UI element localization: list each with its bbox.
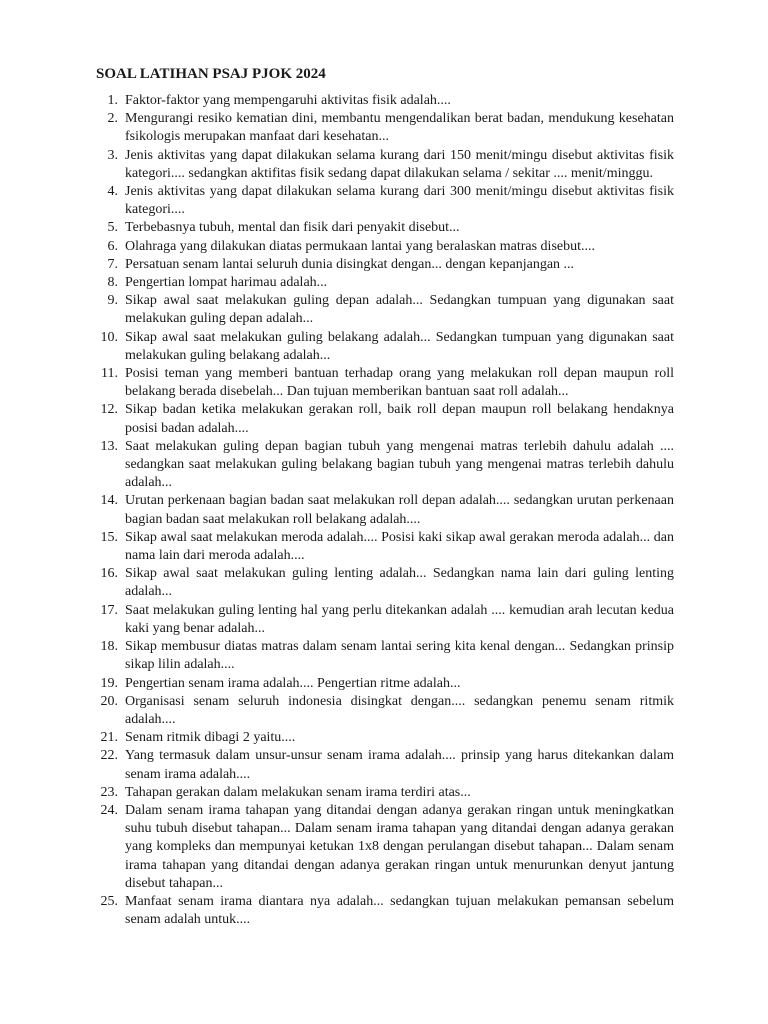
question-text: Sikap membusur diatas matras dalam senam lantai sering kita kenal dengan... Sedangkan prinsip sikap lilin adalah....: [125, 639, 674, 673]
question-item: [96, 565, 674, 601]
question-number: 12.: [100, 402, 118, 418]
question-number: 20.: [100, 693, 118, 709]
question-text: Saat melakukan guling depan bagian tubuh yang mengenai matras terlebih dahulu adalah .... sedangkan saat melakukan guling belakang bagian tubuh yang mengenai matras terlebih dahulu adalah...: [125, 438, 674, 491]
question-item: [96, 784, 674, 802]
question-number: 15.: [100, 529, 118, 545]
question-number: 4.: [107, 184, 118, 200]
question-number: 8.: [107, 275, 118, 291]
question-text: Terbebasnya tubuh, mental dan fisik dari penyakit disebut...: [125, 220, 460, 236]
question-item: [96, 183, 674, 219]
question-item: [96, 92, 674, 110]
question-item: [96, 693, 674, 729]
question-text: Organisasi senam seluruh indonesia disingkat dengan.... sedangkan penemu senam ritmik adalah....: [125, 693, 674, 727]
question-item: [96, 274, 674, 292]
document-title: SOAL LATIHAN PSAJ PJOK 2024: [96, 66, 326, 82]
question-item: [96, 438, 674, 493]
question-number: 17.: [100, 602, 118, 618]
question-item: [96, 292, 674, 328]
question-item: [96, 638, 674, 674]
question-number: 2.: [107, 111, 118, 127]
question-text: Pengertian lompat harimau adalah...: [125, 275, 328, 291]
question-item: [96, 729, 674, 747]
question-text: Olahraga yang dilakukan diatas permukaan lantai yang beralaskan matras disebut....: [125, 238, 595, 254]
question-item: [96, 602, 674, 638]
question-number: 6.: [107, 238, 118, 254]
question-number: 24.: [100, 802, 118, 818]
question-text: Persatuan senam lantai seluruh dunia disingkat dengan... dengan kepanjangan ...: [125, 256, 575, 272]
question-text: Faktor-faktor yang mempengaruhi aktivitas fisik adalah....: [125, 93, 451, 108]
question-number: 9.: [107, 293, 118, 309]
question-item: [96, 529, 674, 565]
question-item: [96, 675, 674, 693]
question-number: 19.: [100, 675, 118, 691]
question-item: [96, 110, 674, 146]
question-item: [96, 256, 674, 274]
question-item: [96, 219, 674, 237]
question-text: Pengertian senam irama adalah.... Pengertian ritme adalah...: [125, 675, 461, 691]
question-item: [96, 802, 674, 893]
question-number: 22.: [100, 748, 118, 764]
question-text: Urutan perkenaan bagian badan saat melakukan roll depan adalah.... sedangkan urutan perkenaan bagian badan saat melakukan roll belakang adalah....: [125, 493, 674, 527]
question-text: Saat melakukan guling lenting hal yang perlu ditekankan adalah .... kemudian arah lecutan kedua kaki yang benar adalah...: [125, 602, 674, 636]
question-text: Sikap awal saat melakukan meroda adalah.... Posisi kaki sikap awal gerakan meroda adalah... dan nama lain dari meroda adalah....: [125, 529, 674, 564]
question-list: [96, 92, 674, 929]
question-text: Sikap awal saat melakukan guling belakang adalah... Sedangkan tumpuan yang digunakan saat melakukan guling belakang adalah...: [125, 329, 674, 363]
question-text: Tahapan gerakan dalam melakukan senam irama terdiri atas...: [125, 784, 471, 800]
question-item: [96, 147, 674, 183]
question-number: 11.: [101, 366, 118, 382]
question-text: Sikap awal saat melakukan guling depan adalah... Sedangkan tumpuan yang digunakan saat melakukan guling depan adalah...: [125, 293, 674, 327]
question-number: 21.: [100, 730, 118, 746]
question-number: 3.: [107, 147, 118, 163]
question-item: [96, 329, 674, 365]
question-text: Jenis aktivitas yang dapat dilakukan selama kurang dari 150 menit/mingu disebut aktivitas fisik kategori.... sedangkan aktifitas fisik sedang dapat dilakukan selama / sekitar .... menit/minggu.: [125, 147, 674, 181]
question-number: 25.: [100, 893, 118, 909]
question-text: Dalam senam irama tahapan yang ditandai dengan adanya gerakan ringan untuk meningkatkan suhu tubuh disebut tahapan... Dalam senam irama tahapan yang ditandai dengan adanya gerakan yang kompleks dan mempunyai ketukan 1x8 dengan perulangan disebut tahapan... Dalam senam irama tahapan yang ditandai dengan adanya gerakan ringan untuk menurunkan denyut jantung disebut tahapan...: [125, 802, 674, 891]
question-text: Yang termasuk dalam unsur-unsur senam irama adalah.... prinsip yang harus ditekankan dalam senam irama adalah....: [125, 748, 674, 782]
question-item: [96, 747, 674, 783]
question-number: 18.: [100, 639, 118, 655]
question-item: [96, 401, 674, 437]
question-item: [96, 238, 674, 256]
question-text: Manfaat senam irama diantara nya adalah... sedangkan tujuan melakukan pemansan sebelum senam adalah untuk....: [125, 893, 674, 928]
question-item: [96, 492, 674, 528]
question-number: 23.: [100, 784, 118, 800]
question-text: Jenis aktivitas yang dapat dilakukan selama kurang dari 300 menit/mingu disebut aktivitas fisik kategori....: [125, 184, 674, 218]
question-text: Sikap badan ketika melakukan gerakan roll, baik roll depan maupun roll belakang hendaknya posisi badan adalah....: [125, 402, 674, 436]
question-number: 10.: [100, 329, 118, 345]
question-text: Senam ritmik dibagi 2 yaitu....: [125, 730, 296, 746]
question-number: 7.: [107, 256, 118, 272]
question-number: 13.: [100, 438, 118, 454]
question-number: 1.: [107, 93, 118, 108]
question-number: 14.: [100, 493, 118, 509]
question-text: Sikap awal saat melakukan guling lenting adalah... Sedangkan nama lain dari guling lenting adalah...: [125, 566, 674, 600]
document-page: [96, 64, 674, 929]
question-item: [96, 365, 674, 401]
question-text: Posisi teman yang memberi bantuan terhadap orang yang melakukan roll depan maupun roll belakang berada disebelah... Dan tujuan memberikan bantuan saat roll adalah...: [125, 366, 674, 400]
question-item: [96, 893, 674, 929]
question-text: Mengurangi resiko kematian dini, membantu mengendalikan berat badan, mendukung kesehatan fsikologis merupakan manfaat dari kesehatan...: [125, 111, 674, 145]
question-number: 5.: [107, 220, 118, 236]
question-number: 16.: [100, 566, 118, 582]
